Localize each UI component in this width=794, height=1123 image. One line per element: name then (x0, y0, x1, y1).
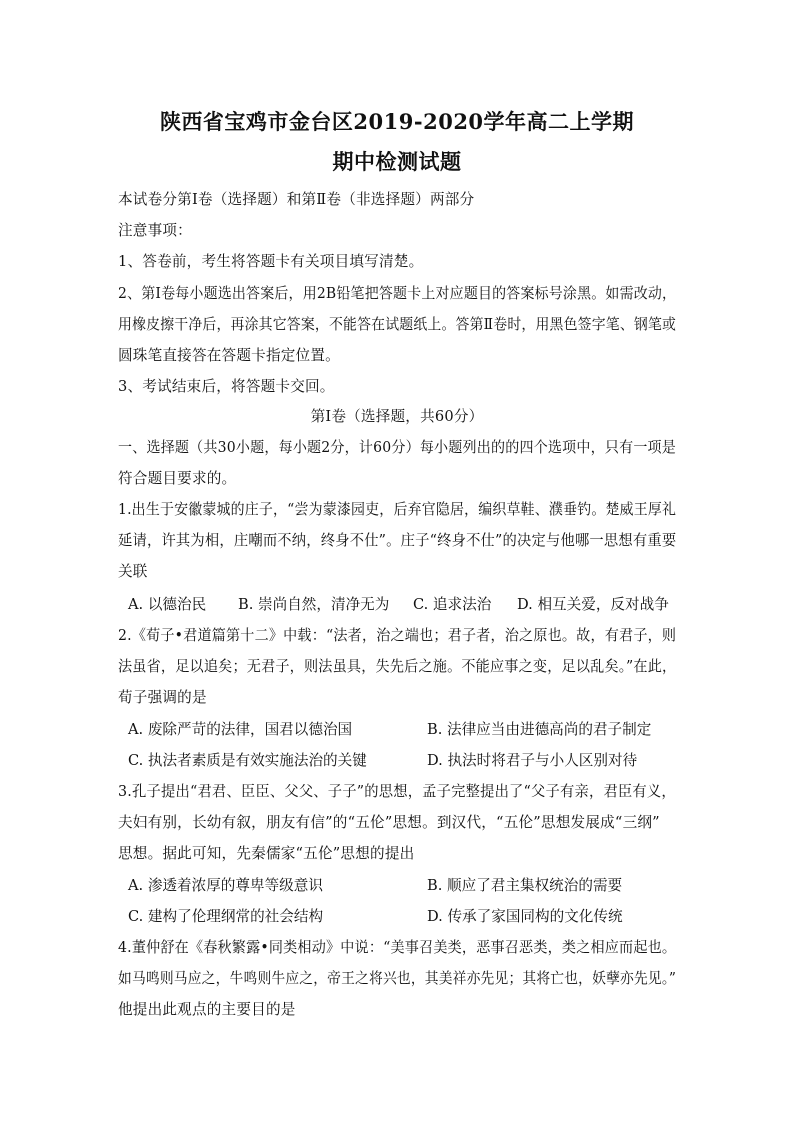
question-2-option-b: B. 法律应当由进德高尚的君子制定 (427, 721, 652, 738)
question-1-line-2: 延请，许其为相，庄嘲而不纳，终身不仕”。庄子“终身不仕”的决定与他哪一思想有重要 (118, 532, 677, 549)
question-1-line-3: 关联 (118, 563, 148, 580)
question-1-option-b: B. 崇尚自然，清净无为 (238, 596, 390, 613)
section-heading: 第Ⅰ卷（选择题，共60分） (310, 408, 484, 425)
part-heading-line-1: 一、选择题（共30小题，每小题2分，计60分）每小题列出的的四个选项中，只有一项是 (118, 439, 677, 456)
question-3-line-2: 夫妇有别，长幼有叙，朋友有信”的“五伦”思想。到汉代，“五伦”思想发展成“三纲” (118, 814, 660, 831)
question-4-line-1: 4.董仲舒在《春秋繁露•同类相动》中说：“美事召美类，恶事召恶类，类之相应而起也。 (118, 939, 677, 956)
question-1-option-d: D. 相互关爱，反对战争 (517, 596, 669, 613)
question-3-option-b: B. 顺应了君主集权统治的需要 (427, 877, 623, 894)
question-2-option-a: A. 废除严苛的法律，国君以德治国 (128, 721, 353, 738)
question-2-option-c: C. 执法者素质是有效实施法治的关键 (128, 752, 367, 769)
intro-text: 本试卷分第Ⅰ卷（选择题）和第Ⅱ卷（非选择题）两部分 (118, 191, 475, 208)
notice-item-2-line-3: 圆珠笔直接答在答题卡指定位置。 (118, 347, 340, 364)
notice-item-2-line-2: 用橡皮擦干净后，再涂其它答案，不能答在试题纸上。答第Ⅱ卷时，用黑色签字笔、钢笔或 (118, 316, 677, 333)
question-1-option-c: C. 追求法治 (413, 596, 492, 613)
question-1-line-1: 1.出生于安徽蒙城的庄子，“尝为蒙漆园吏，后弃官隐居，编织草鞋、濮垂钓。楚威王厚礼 (118, 501, 677, 518)
question-1-option-a: A. 以德治民 (128, 596, 207, 613)
question-2-line-1: 2.《荀子•君道篇第十二》中载：“法者，治之端也；君子者，治之原也。故，有君子，则 (118, 627, 677, 644)
question-2-line-3: 荀子强调的是 (118, 689, 207, 706)
question-3-option-d: D. 传承了家国同构的文化传统 (427, 908, 623, 925)
question-3-option-a: A. 渗透着浓厚的尊卑等级意识 (128, 877, 323, 894)
notice-item-2-line-1: 2、第Ⅰ卷每小题选出答案后，用2B铅笔把答题卡上对应题目的答案标号涂黑。如需改动， (118, 285, 677, 302)
notice-item-3: 3、考试结束后，将答题卡交回。 (118, 378, 335, 395)
question-3-line-1: 3.孔子提出“君君、臣臣、父父、子子”的思想，孟子完整提出了“父子有亲，君臣有义， (118, 783, 676, 800)
question-2-option-d: D. 执法时将君子与小人区别对待 (427, 752, 638, 769)
exam-title: 陕西省宝鸡市金台区2019-2020学年高二上学期 (159, 109, 635, 134)
question-4-line-3: 他提出此观点的主要目的是 (118, 1001, 296, 1018)
notice-heading: 注意事项： (118, 222, 192, 239)
question-2-line-2: 法虽省，足以追矣；无君子，则法虽具，失先后之施。不能应事之变，足以乱矣。”在此， (118, 658, 677, 675)
question-3-option-c: C. 建构了伦理纲常的社会结构 (128, 908, 324, 925)
question-3-line-3: 思想。据此可知，先秦儒家“五伦”思想的提出 (118, 845, 415, 862)
part-heading-line-2: 符合题目要求的。 (118, 470, 237, 487)
question-4-line-2: 如马鸣则马应之，牛鸣则牛应之，帝王之将兴也，其美祥亦先见；其将亡也，妖孽亦先见。” (118, 970, 677, 987)
exam-subtitle: 期中检测试题 (332, 149, 462, 174)
notice-item-1: 1、答卷前，考生将答题卡有关项目填写清楚。 (118, 253, 424, 270)
